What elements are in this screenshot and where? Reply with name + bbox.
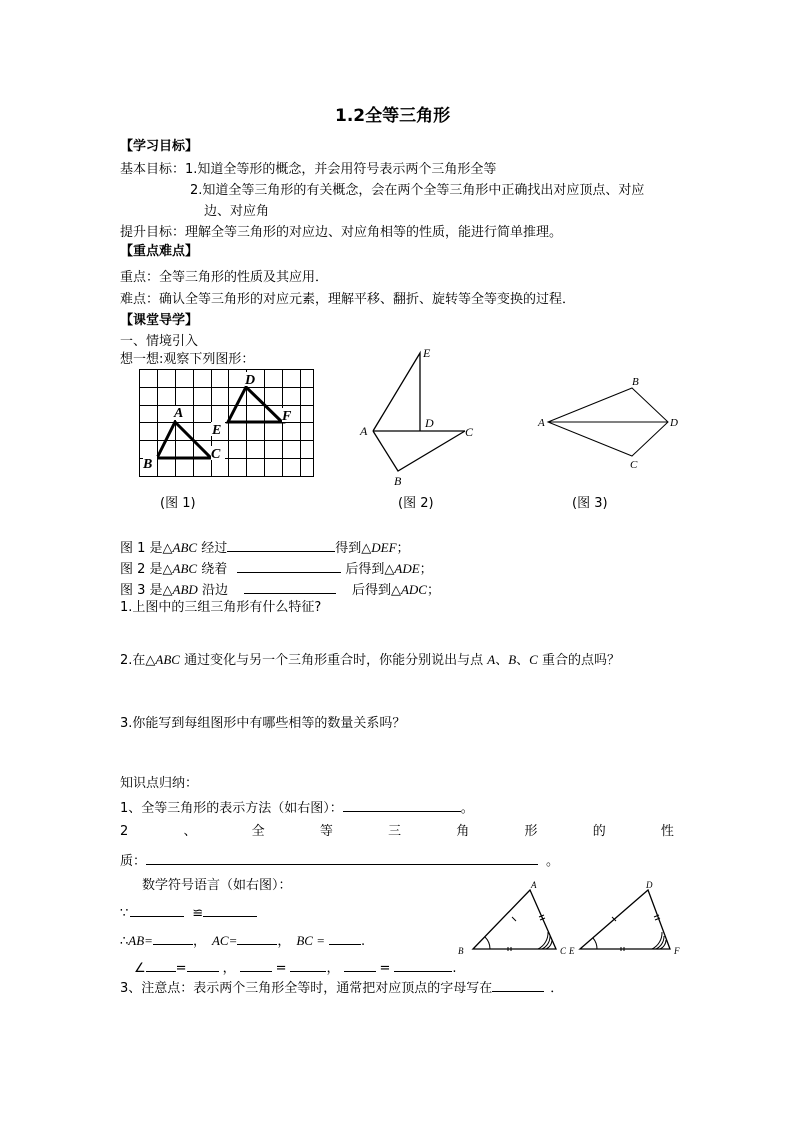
point-2-end: 。	[546, 854, 560, 869]
q-fig3-text-d: 后得到△	[351, 583, 401, 598]
label-b: B	[394, 474, 402, 488]
q-fig3-text-a: 图 3 是△	[120, 583, 173, 598]
section-guide-heading: 【课堂导学】	[120, 313, 199, 328]
label-a: A	[531, 880, 537, 890]
goal-basic-2b: 边、对应角	[204, 204, 270, 219]
figure-3-caption: (图 3)	[572, 496, 608, 511]
goal-basic-label: 基本目标：	[120, 162, 186, 177]
page-title: 1.2全等三角形	[335, 106, 451, 126]
label-c: C	[465, 425, 474, 439]
point-2-char: 全	[251, 824, 265, 839]
fill-blank-angle-2a[interactable]	[240, 958, 272, 972]
goal-basic-2a: 2.知道全等三角形的有关概念，会在两个全等三角形中正确找出对应顶点、对应	[190, 183, 645, 198]
figure-3	[530, 370, 690, 470]
fill-blank-fig3[interactable]	[244, 580, 336, 594]
fill-blank-angle-2b[interactable]	[290, 958, 326, 972]
intro-heading: 一、情境引入	[120, 334, 199, 349]
point-3-text: 3、注意点：表示两个三角形全等时，通常把对应顶点的字母写在	[120, 981, 493, 996]
label-f: F	[674, 946, 680, 956]
q-fig2-text-c: 绕着	[197, 562, 228, 577]
label-e: E	[212, 423, 222, 438]
q-fig2-tri-abc: ABC	[172, 561, 198, 576]
label-c: C	[560, 946, 567, 956]
q-fig1-text-a: 图 1 是△	[120, 541, 173, 556]
question-3: 3.你能写到每组图形中有哪些相等的数量关系吗？	[120, 716, 406, 731]
q2-text-a: 2.在△	[120, 653, 156, 668]
figure-2-caption: (图 2)	[398, 496, 434, 511]
point-2-char: 形	[524, 824, 538, 839]
congruent-triangles-figure	[450, 876, 700, 960]
fill-blank-angle-3b[interactable]	[394, 958, 452, 972]
q-fig1-text-f: ；	[396, 541, 410, 556]
eq: =	[275, 961, 287, 976]
q-fig2-text-d: 后得到△	[341, 562, 395, 577]
fill-blank-point-2[interactable]	[146, 851, 538, 865]
fill-blank-angle-3a[interactable]	[344, 958, 376, 972]
difficult-point: 难点：确认全等三角形的对应元素，理解平移、翻折、旋转等全等变换的过程．	[120, 292, 576, 307]
fill-blank-tri-1[interactable]	[130, 903, 184, 917]
label-b: B	[458, 946, 464, 956]
q-fig1-tri-def: DEF	[371, 540, 397, 555]
ab-eq: AB=	[128, 933, 153, 948]
q-fig2-text-f: ；	[419, 562, 433, 577]
q2-tri: ABC	[155, 652, 180, 667]
label-c: C	[630, 459, 638, 470]
point-2-char: 角	[456, 824, 470, 839]
math-language: 数学符号语言（如右图）：	[142, 878, 292, 893]
figure-1	[125, 364, 325, 479]
because-line	[120, 903, 257, 922]
eq: =	[175, 961, 187, 976]
point-2-char: 、	[183, 824, 197, 839]
therefore-symbol: ∴	[120, 934, 129, 949]
q2-text-i: 重合的点吗？	[537, 653, 620, 668]
label-e: E	[423, 346, 431, 360]
fill-blank-angle-1b[interactable]	[187, 958, 219, 972]
question-fig2	[120, 559, 433, 578]
triangle-ade	[373, 353, 420, 431]
label-d: D	[245, 373, 256, 388]
q-fig3-text-c: 沿边	[197, 583, 228, 598]
period: .	[361, 934, 366, 949]
triangle-def	[228, 387, 282, 422]
point-1-end: 。	[460, 801, 474, 816]
section-goals-heading: 【学习目标】	[120, 139, 199, 154]
q-fig2-text-a: 图 2 是△	[120, 562, 173, 577]
q2-sep-1: 、	[495, 653, 509, 668]
key-point: 重点：全等三角形的性质及其应用．	[120, 270, 329, 285]
ac-eq: AC=	[211, 933, 238, 948]
fill-blank-point-3[interactable]	[492, 978, 544, 992]
fill-blank-fig1[interactable]	[227, 538, 335, 552]
question-fig3	[120, 580, 440, 599]
label-a: A	[360, 424, 368, 438]
fill-blank-point-1[interactable]	[343, 798, 461, 812]
q2-sep-2: 、	[516, 653, 530, 668]
q2-point-b: B	[508, 652, 517, 667]
label-d: D	[425, 416, 434, 430]
point-2-cont	[120, 851, 559, 870]
label-e: E	[569, 946, 575, 956]
comma: ，	[277, 934, 291, 949]
label-c: C	[211, 447, 221, 462]
period: .	[452, 961, 457, 976]
point-2-char: 三	[388, 824, 402, 839]
goal-advanced: 提升目标：理解全等三角形的对应边、对应角相等的性质，能进行简单推理。	[120, 225, 563, 240]
point-2-char: 等	[319, 824, 333, 839]
eq: =	[379, 961, 391, 976]
point-2-char: 性	[660, 824, 674, 839]
point-2-char: 2	[120, 824, 129, 839]
bc-eq: BC =	[296, 933, 325, 948]
label-a: A	[538, 417, 545, 429]
goal-basic	[120, 162, 496, 178]
fill-blank-fig2[interactable]	[237, 559, 341, 573]
congruent-symbol: ≌	[192, 906, 204, 921]
point-3-end: ．	[550, 981, 564, 996]
q-fig3-tri-adc: ADC	[400, 582, 427, 597]
goal-basic-1: 1.知道全等形的概念，并会用符号表示两个三角形全等	[185, 162, 497, 177]
label-b: B	[632, 376, 639, 388]
fill-blank-tri-2[interactable]	[203, 903, 257, 917]
q-fig1-text-c: 经过	[197, 541, 228, 556]
think-prompt: 想一想:观察下列图形：	[120, 352, 255, 367]
question-1: 1.上图中的三组三角形有什么特征?	[120, 600, 322, 615]
point-1	[120, 798, 474, 817]
triangle-def-right	[512, 880, 680, 956]
q-fig2-tri-ade: ADE	[394, 561, 420, 576]
point-2-char: 的	[592, 824, 606, 839]
comma: ，	[192, 934, 206, 949]
angle-symbol: ∠	[134, 961, 146, 976]
q-fig3-tri-abd: ABD	[172, 582, 198, 597]
fill-blank-ac[interactable]	[237, 931, 277, 945]
point-3	[120, 978, 563, 997]
angle-line	[134, 958, 457, 977]
label-a: A	[174, 406, 184, 421]
fill-blank-angle-1a[interactable]	[146, 958, 176, 972]
triangle-abc	[373, 431, 465, 471]
q2-point-c: C	[529, 652, 538, 667]
summary-heading: 知识点归纳：	[120, 776, 199, 791]
label-b: B	[143, 457, 153, 472]
point-2-line	[120, 824, 674, 840]
figure-1-caption: (图 1)	[160, 496, 196, 511]
fill-blank-ab[interactable]	[153, 931, 193, 945]
q-fig3-text-f: ；	[426, 583, 440, 598]
question-fig1	[120, 538, 410, 557]
label-d: D	[670, 417, 678, 429]
question-2	[120, 652, 620, 669]
point-1-text: 1、全等三角形的表示方法（如右图）：	[120, 801, 343, 816]
because-symbol: ∵	[120, 906, 129, 921]
q-fig1-tri-abc: ABC	[172, 540, 198, 555]
figure-2	[355, 345, 485, 490]
q2-point-a: A	[487, 652, 496, 667]
q2-text-c: 通过变化与另一个三角形重合时，你能分别说出与点	[179, 653, 488, 668]
therefore-line	[120, 931, 365, 950]
comma: ，	[222, 961, 236, 976]
label-d: D	[646, 880, 653, 890]
q-fig1-text-d: 得到△	[335, 541, 372, 556]
label-f: F	[282, 409, 292, 424]
point-2-text: 质：	[120, 854, 147, 869]
comma: ，	[326, 961, 340, 976]
section-key-heading: 【重点难点】	[120, 244, 199, 259]
fill-blank-bc[interactable]	[329, 931, 361, 945]
